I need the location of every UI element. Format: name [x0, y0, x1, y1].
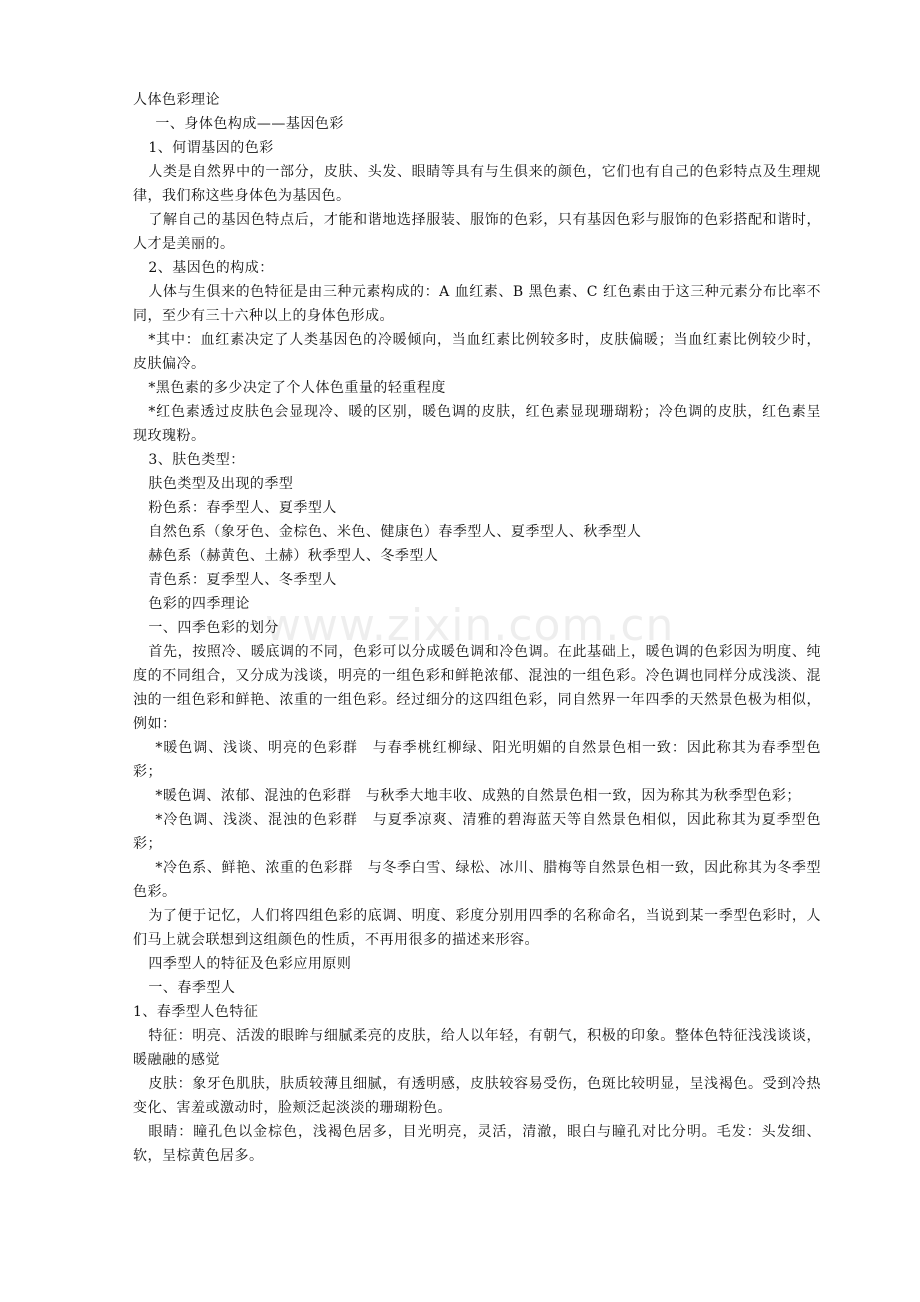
section-heading: 一、四季色彩的划分 [148, 620, 279, 636]
list-item: 肤色类型及出现的季型 [148, 476, 294, 492]
watermark: www.zixin.com.cn [265, 600, 675, 651]
section-heading: 一、身体色构成——基因色彩 [155, 116, 344, 132]
list-item: 赫色系（赫黄色、土赫）秋季型人、冬季型人 [148, 548, 439, 564]
paragraph: 为了便于记忆，人们将四组色彩的底调、明度、彩度分别用四季的名称命名，当说到某一季型色彩时，人们马上就会联想到这组颜色的性质，不再用很多的描述来形容。 [133, 908, 821, 948]
subsection-heading: 1、何谓基因的色彩 [148, 140, 274, 156]
document-body [133, 88, 821, 1168]
paragraph: *其中：血红素决定了人类基因色的冷暖倾向，当血红素比例较多时，皮肤偏暖；当血红素比例较少时，皮肤偏冷。 [133, 332, 821, 372]
paragraph: *黑色素的多少决定了个人体色重量的轻重程度 [148, 380, 446, 396]
list-item: 自然色系（象牙色、金棕色、米色、健康色）春季型人、夏季型人、秋季型人 [148, 524, 642, 540]
section-heading: 一、春季型人 [148, 980, 236, 996]
paragraph: *冷色系、鲜艳、浓重的色彩群 与冬季白雪、绿松、冰川、腊梅等自然景色相一致，因此称其为冬季型色彩。 [133, 860, 821, 900]
paragraph: *暖色调、浅谈、明亮的色彩群 与春季桃红柳绿、阳光明媚的自然景色相一致：因此称其为春季型色彩； [133, 740, 821, 780]
paragraph: 人类是自然界中的一部分，皮肤、头发、眼睛等具有与生俱来的颜色，它们也有自己的色彩特点及生理规律，我们称这些身体色为基因色。 [133, 164, 821, 204]
list-item: 青色系：夏季型人、冬季型人 [148, 572, 337, 588]
paragraph: 人体与生俱来的色特征是由三种元素构成的：A 血红素、B 黑色素、C 红色素由于这三种元素分布比率不同，至少有三十六种以上的身体色形成。 [133, 284, 821, 324]
paragraph: 眼睛：瞳孔色以金棕色，浅褐色居多，目光明亮，灵活，清澈，眼白与瞳孔对比分明。毛发：头发细、软，呈棕黄色居多。 [133, 1124, 821, 1164]
list-item: 粉色系：春季型人、夏季型人 [148, 500, 337, 516]
section-heading: 色彩的四季理论 [148, 596, 250, 612]
subsection-heading: 3、肤色类型： [148, 452, 245, 468]
paragraph: *冷色调、浅淡、混浊的色彩群 与夏季凉爽、清雅的碧海蓝天等自然景色相似，因此称其为夏季型色彩； [133, 812, 821, 852]
paragraph: 首先，按照冷、暖底调的不同，色彩可以分成暖色调和冷色调。在此基础上，暖色调的色彩因为明度、纯度的不同组合，又分成为浅谈，明亮的一组色彩和鲜艳浓郁、混浊的一组色彩。冷色调也同样分成浅淡、混浊的一组色彩和鲜艳、浓重的一组色彩。经过细分的这四组色彩，同自然界一年四季的天然景色极为相似，例如： [133, 644, 821, 732]
subsection-heading: 2、基因色的构成： [148, 260, 274, 276]
subsection-heading: 1、春季型人色特征 [133, 1004, 259, 1020]
paragraph: *暖色调、浓郁、混浊的色彩群 与秋季大地丰收、成熟的自然景色相一致，因为称其为秋季型色彩； [155, 788, 801, 804]
paragraph: 皮肤：象牙色肌肤，肤质较薄且细腻，有透明感，皮肤较容易受伤，色斑比较明显，呈浅褐色。受到冷热变化、害羞或激动时，脸颊泛起淡淡的珊瑚粉色。 [133, 1076, 821, 1116]
paragraph: 了解自己的基因色特点后，才能和谐地选择服装、服饰的色彩，只有基因色彩与服饰的色彩搭配和谐时，人才是美丽的。 [133, 212, 821, 252]
section-heading: 四季型人的特征及色彩应用原则 [148, 956, 352, 972]
document-title: 人体色彩理论 [133, 92, 220, 108]
paragraph: *红色素透过皮肤色会显现冷、暖的区别，暖色调的皮肤，红色素显现珊瑚粉；冷色调的皮肤，红色素呈现玫瑰粉。 [133, 404, 821, 444]
paragraph: 特征：明亮、活泼的眼眸与细腻柔亮的皮肤，给人以年轻，有朝气，积极的印象。整体色特征浅浅谈谈，暖融融的感觉 [133, 1028, 821, 1068]
